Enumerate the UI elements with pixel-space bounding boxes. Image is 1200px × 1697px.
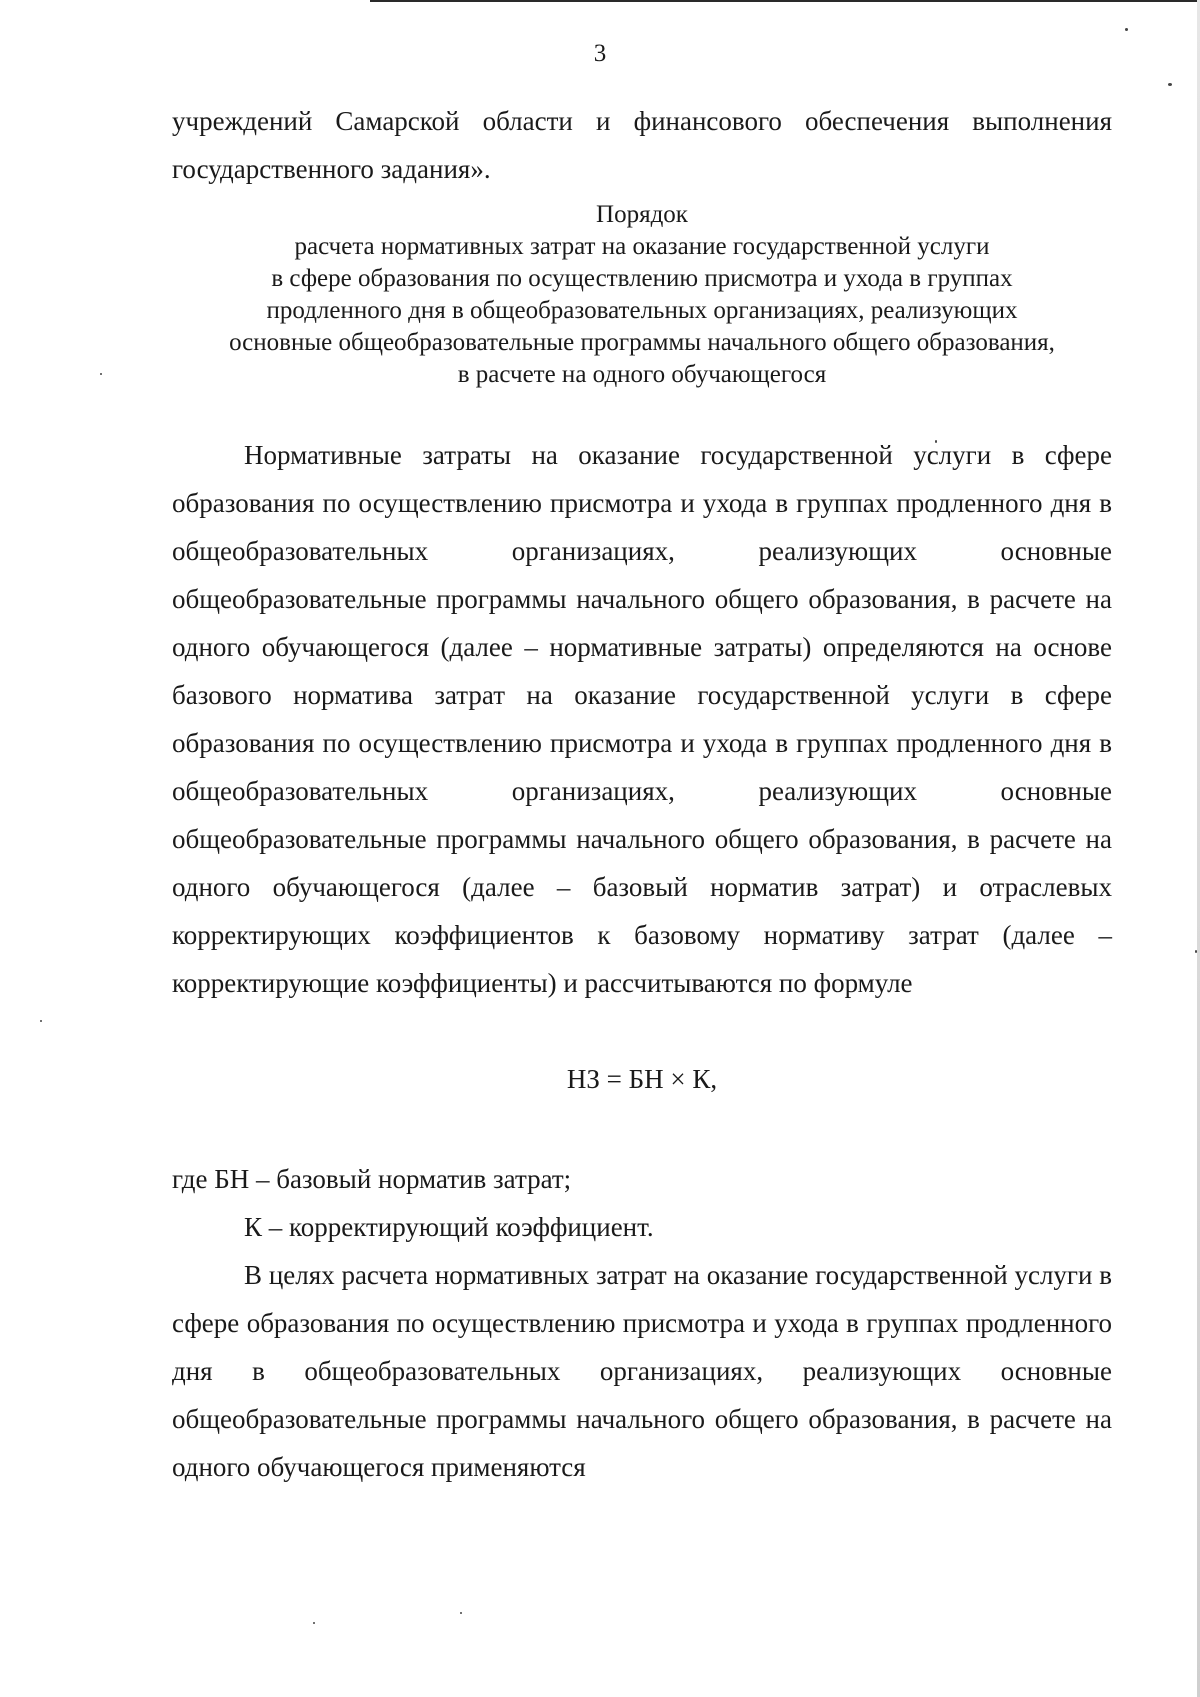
scan-speck bbox=[1195, 950, 1197, 953]
intro-continuation: учреждений Самарской области и финансового обеспечения выполнения государственного задания». bbox=[172, 106, 1112, 184]
heading-title: Порядок bbox=[596, 201, 688, 228]
body-paragraph-2: В целях расчета нормативных затрат на оказание государственной услуги в сфере образования по осуществлению присмотра и ухода в группах продленного дня в общеобразовательных организациях, реализующих основные общеобразовательные программы начального общего образования, в расчете на одного обучающегося применяются bbox=[172, 1260, 1112, 1482]
spacer bbox=[172, 391, 1112, 431]
heading-line: основные общеобразовательные программы начального общего образования, bbox=[229, 329, 1055, 356]
heading-line: расчета нормативных затрат на оказание государственной услуги bbox=[294, 233, 990, 260]
heading-line: в сфере образования по осуществлению присмотра и ухода в группах bbox=[271, 265, 1013, 292]
scan-speck bbox=[1168, 83, 1172, 86]
scan-speck bbox=[40, 1020, 42, 1022]
document-body bbox=[172, 97, 1112, 1491]
scan-speck bbox=[313, 1622, 315, 1624]
scan-speck bbox=[460, 1612, 462, 1614]
heading-line: продленного дня в общеобразовательных организациях, реализующих bbox=[266, 297, 1018, 324]
heading-line: в расчете на одного обучающегося bbox=[457, 361, 827, 388]
scan-top-border bbox=[370, 0, 1200, 2]
scan-speck bbox=[1125, 28, 1128, 31]
page-number: 3 bbox=[593, 40, 607, 67]
formula-legend-bn: где БН – базовый норматив затрат; bbox=[172, 1164, 572, 1194]
formula-legend-k: К – корректирующий коэффициент. bbox=[244, 1212, 654, 1242]
scan-speck bbox=[100, 373, 102, 375]
section-heading bbox=[172, 199, 1112, 391]
body-paragraph-1: Нормативные затраты на оказание государственной услуги в сфере образования по осуществлению присмотра и ухода в группах продленного дня в общеобразовательных организациях, реализующих основные общеобразовательные программы начального общего образования, в расчете на одного обучающегося (далее – нормативные затраты) определяются на основе базового норматива затрат на оказание государственной услуги в сфере образования по осуществлению присмотра и ухода в группах продленного дня в общеобразовательных организациях, реализующих основные общеобразовательные программы начального общего образования, в расчете на одного обучающегося (далее – базовый норматив затрат) и отраслевых корректирующих коэффициентов к базовому нормативу затрат (далее – корректирующие коэффициенты) и рассчитываются по формуле bbox=[172, 440, 1112, 998]
formula: НЗ = БН × К, bbox=[566, 1064, 718, 1094]
